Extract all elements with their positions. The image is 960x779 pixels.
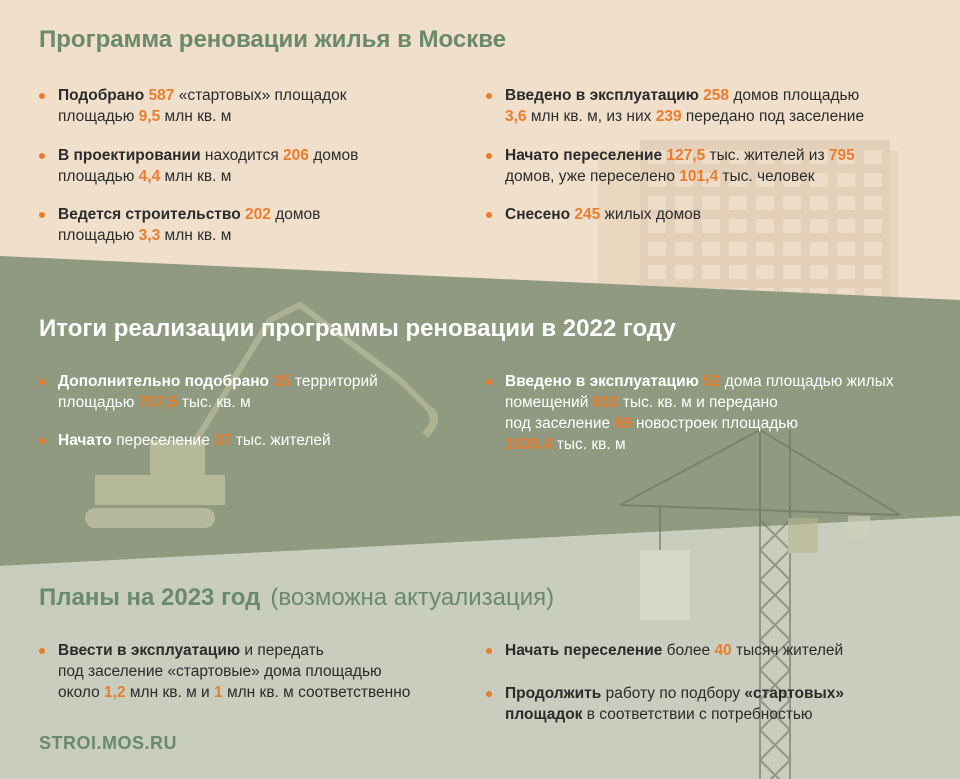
item-line [505,204,701,225]
item-text: домов [275,206,321,223]
item-text: работу по подбору [605,685,741,702]
section3-subtitle: (возможна актуализация) [270,584,555,611]
list-item [39,371,378,413]
bold-text: Дополнительно подобрано [58,373,270,390]
list-item [486,371,894,455]
stat-number: 37 [214,432,232,449]
bold-text: Ввести в эксплуатацию [58,642,241,659]
stat-number: 707,5 [138,394,178,411]
item-text: млн кв. м [164,168,232,185]
section3-title [39,584,554,612]
item-text: передано под заселение [685,108,865,125]
item-line [58,225,320,246]
stat-number: 258 [703,87,730,104]
bold-text: Подобрано [58,87,145,104]
item-text: млн кв. м соответственно [226,684,411,701]
item-line [58,85,347,106]
stat-number: 202 [245,206,271,223]
item-line [58,392,378,413]
item-line [505,413,894,434]
stat-number: 40 [714,642,732,659]
item-line [58,204,320,225]
bold-text: Продолжить [505,685,602,702]
bold-text: Начато переселение [505,147,663,164]
list-item [486,640,843,661]
item-text: тыс. жителей из [709,147,825,164]
item-line [58,371,378,392]
list-item [39,430,331,451]
stat-number: 9,5 [138,108,161,125]
item-text: площадью [58,168,135,185]
stat-number: 35 [273,373,291,390]
stat-number: 206 [283,147,309,164]
item-line [58,145,358,166]
bold-text: Введено в эксплуатацию [505,373,699,390]
item-line [505,85,864,106]
item-line [58,682,410,703]
item-text: домов площадью [733,87,860,104]
stat-number: 587 [148,87,175,104]
item-text: под заселение «стартовые» дома площадью [58,663,382,680]
item-line [505,106,864,127]
item-text: млн кв. м [164,227,232,244]
item-text: тыс. человек [722,168,815,185]
item-text: переселение [116,432,210,449]
item-text: более [666,642,711,659]
item-line [505,145,855,166]
section2-title: Итоги реализации программы реновации в 2022 году [39,315,676,342]
stat-number: 3,6 [505,108,527,125]
item-text: находится [204,147,279,164]
item-line [58,640,410,661]
item-text: тыс. жителей [235,432,331,449]
bold-text: «стартовых» [744,685,844,702]
item-line [505,166,855,187]
bold-text: Введено в эксплуатацию [505,87,699,104]
section3-title-main: Планы на 2023 год [39,584,261,611]
item-text: площадью [58,108,135,125]
item-text: жилых домов [604,206,701,223]
item-text: площадью [58,394,135,411]
item-text: тысяч жителей [736,642,844,659]
item-text: площадью [58,227,135,244]
stat-number: 69 [614,415,632,432]
item-line [505,683,844,704]
stat-number: 810 [592,394,619,411]
bold-text: Ведется строительство [58,206,241,223]
item-text: и передать [244,642,324,659]
item-line [58,661,410,682]
item-text: домов [313,147,359,164]
item-text: дома площадью жилых [724,373,894,390]
list-item [486,145,855,187]
stat-number: 1038,4 [505,436,553,453]
item-text: территорий [294,373,378,390]
stat-number: 101,4 [679,168,719,185]
item-text: новостроек площадью [635,415,798,432]
item-line [58,166,358,187]
item-text: под заселение [505,415,611,432]
bold-text: Начато [58,432,112,449]
stat-number: 1,2 [104,684,126,701]
item-line [505,704,844,725]
item-text: около [58,684,100,701]
item-text: тыс. кв. м и передано [622,394,778,411]
item-text: млн кв. м [164,108,232,125]
item-text: домов, уже переселено [505,168,675,185]
stat-number: 245 [574,206,601,223]
item-text: млн кв. м и [129,684,210,701]
section1-title: Программа реновации жилья в Москве [39,26,507,53]
stat-number: 795 [828,147,855,164]
stat-number: 3,3 [138,227,161,244]
item-text: в соответствии с потребностью [586,706,813,723]
stat-number: 1 [214,684,223,701]
item-line [58,430,331,451]
list-item [486,204,701,225]
list-item [486,85,864,127]
stat-number: 127,5 [666,147,706,164]
bold-text: Снесено [505,206,571,223]
stat-number: 4,4 [138,168,161,185]
bold-text: Начать переселение [505,642,663,659]
list-item [39,640,410,703]
list-item [39,204,320,246]
list-item [486,683,844,725]
bold-text: В проектировании [58,147,201,164]
list-item [39,145,358,187]
list-item [39,85,347,127]
item-text: млн кв. м, из них [530,108,652,125]
item-text: тыс. кв. м [556,436,626,453]
stat-number: 52 [703,373,721,390]
item-text: тыс. кв. м [181,394,251,411]
item-line [58,106,347,127]
item-text: помещений [505,394,589,411]
item-line [505,434,894,455]
item-line [505,392,894,413]
footer-site-link[interactable]: STROI.MOS.RU [39,733,178,753]
item-line [505,640,843,661]
stat-number: 239 [655,108,682,125]
item-line [505,371,894,392]
bold-text: площадок [505,706,583,723]
item-text: «стартовых» площадок [178,87,347,104]
